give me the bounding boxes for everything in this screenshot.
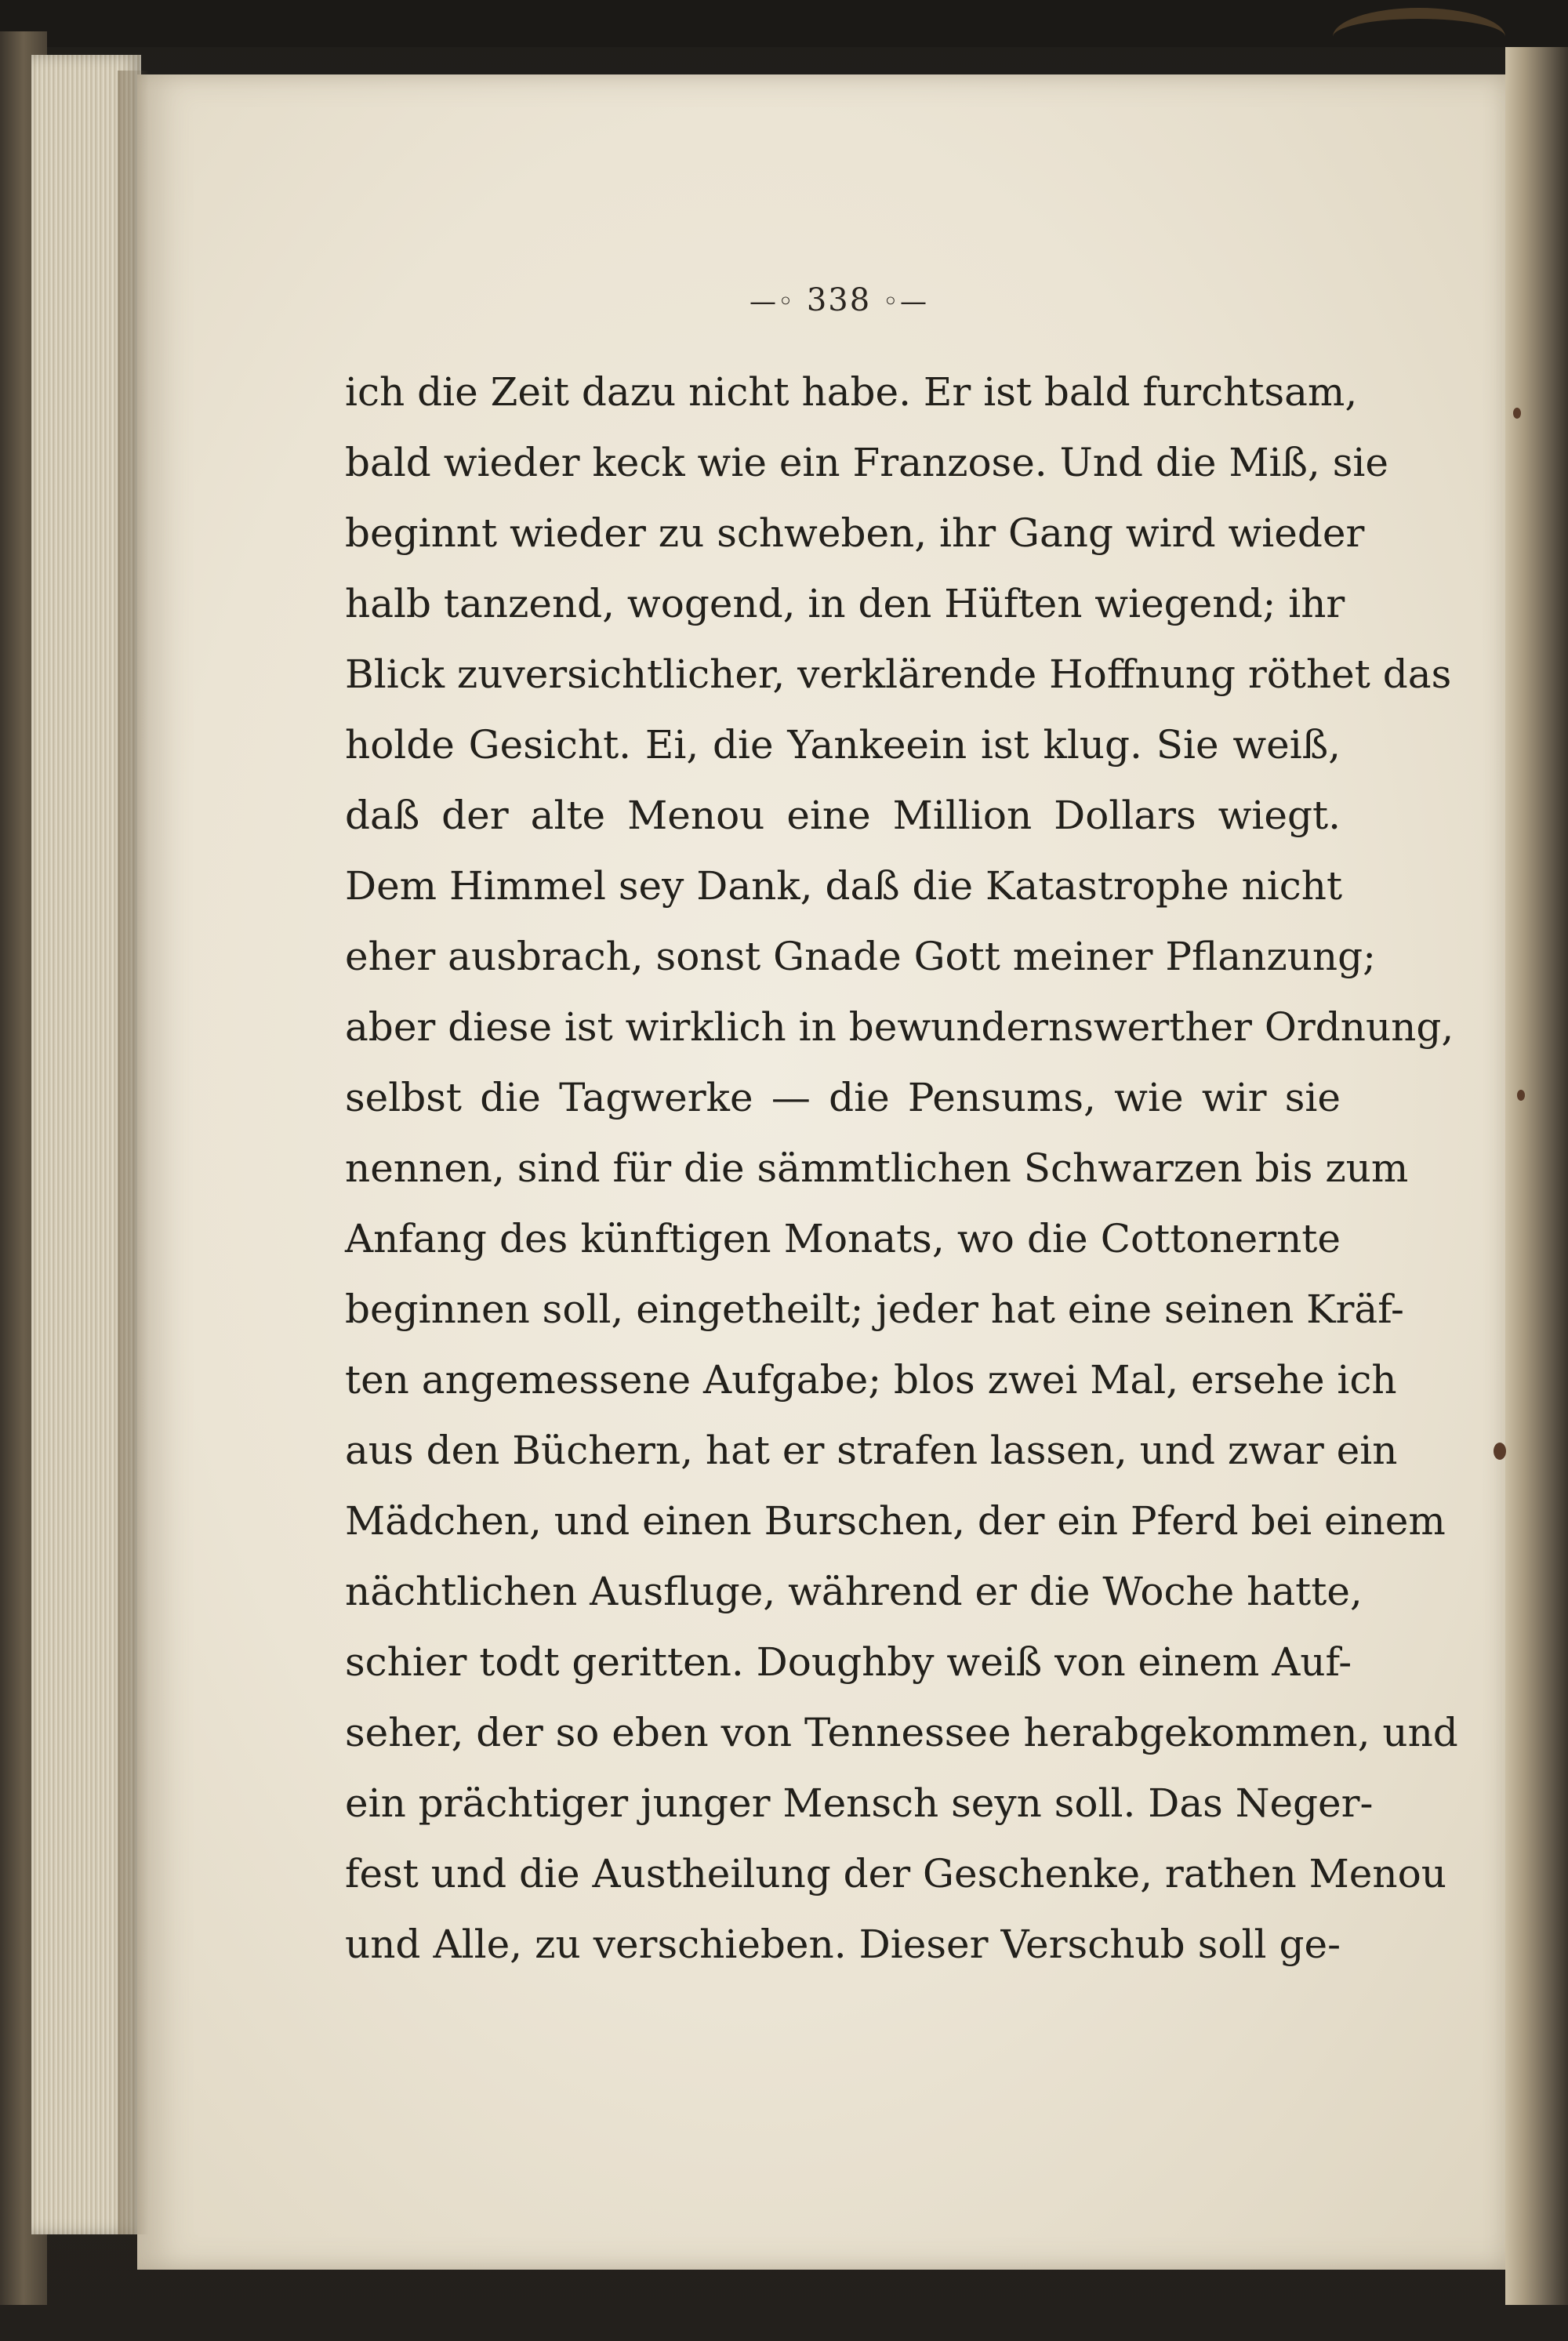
text-line: daß der alte Menou eine Million Dollars wiegt. — [345, 793, 1341, 838]
text-line: ein prächtiger junger Mensch seyn soll. Das Neger- — [345, 1780, 1374, 1826]
gutter-shadow — [118, 71, 149, 2234]
ribbon-bookmark — [1333, 8, 1505, 66]
ornament-right: ◦— — [882, 286, 928, 318]
page-number-header — [706, 282, 972, 318]
text-line: holde Gesicht. Ei, die Yankeein ist klug. Sie weiß, — [345, 722, 1341, 768]
text-line: Dem Himmel sey Dank, daß die Katastrophe nicht — [345, 863, 1343, 909]
ink-speck — [1494, 1443, 1506, 1460]
text-line: seher, der so eben von Tennessee herabgekommen, und — [345, 1710, 1458, 1755]
text-line: beginnen soll, eingetheilt; jeder hat eine seinen Kräf- — [345, 1287, 1404, 1332]
text-line: halb tanzend, wogend, in den Hüften wiegend; ihr — [345, 581, 1345, 626]
text-line: beginnt wieder zu schweben, ihr Gang wird wieder — [345, 510, 1365, 556]
text-line: bald wieder keck wie ein Franzose. Und die Miß, sie — [345, 440, 1388, 485]
text-line: ich die Zeit dazu nicht habe. Er ist bald furchtsam, — [345, 369, 1358, 415]
text-line: aber diese ist wirklich in bewundernswerther Ordnung, — [345, 1004, 1454, 1050]
body-text — [345, 357, 1458, 1980]
page-number: 338 — [806, 282, 872, 318]
text-line: fest und die Austheilung der Geschenke, rathen Menou — [345, 1851, 1446, 1896]
cover-right-edge — [1505, 47, 1568, 2305]
text-line: selbst die Tagwerke — die Pensums, wie wir sie — [345, 1075, 1341, 1120]
text-line: Mädchen, und einen Burschen, der ein Pferd bei einem — [345, 1498, 1446, 1544]
text-line: ten angemessene Aufgabe; blos zwei Mal, ersehe ich — [345, 1357, 1397, 1403]
text-line: und Alle, zu verschieben. Dieser Verschub soll ge- — [345, 1922, 1341, 1967]
text-line: nennen, sind für die sämmtlichen Schwarzen bis zum — [345, 1145, 1409, 1191]
text-line: nächtlichen Ausfluge, während er die Woche hatte, — [345, 1569, 1363, 1614]
text-line: Blick zuversichtlicher, verklärende Hoffnung röthet das — [345, 651, 1452, 697]
ink-speck — [1513, 408, 1521, 419]
text-line: schier todt geritten. Doughby weiß von einem Auf- — [345, 1639, 1352, 1685]
text-line: eher ausbrach, sonst Gnade Gott meiner Pflanzung; — [345, 934, 1376, 979]
text-line: Anfang des künftigen Monats, wo die Cottonernte — [345, 1216, 1341, 1261]
ink-speck — [1517, 1090, 1525, 1101]
ornament-left: —◦ — [750, 286, 796, 318]
text-line: aus den Büchern, hat er strafen lassen, und zwar ein — [345, 1428, 1398, 1473]
